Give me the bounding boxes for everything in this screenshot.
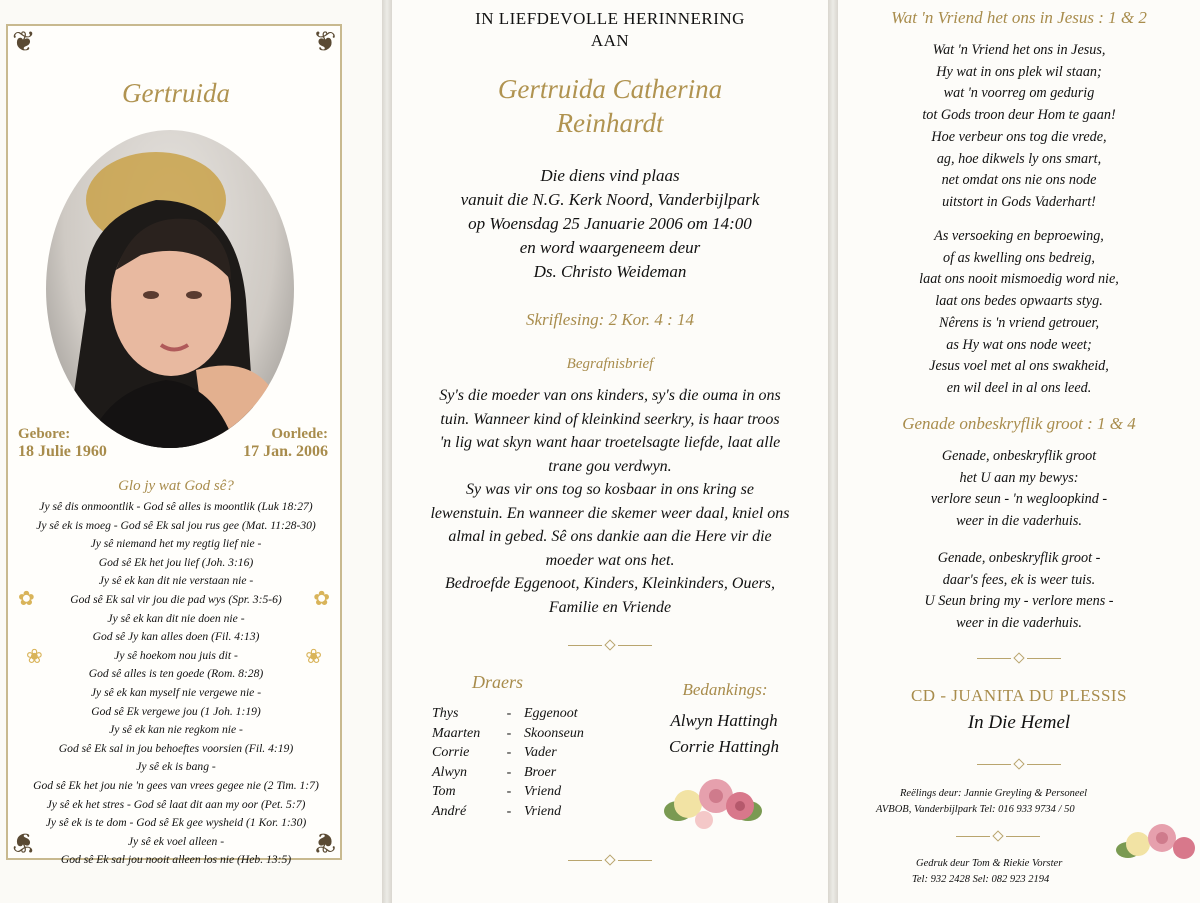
right-panel [838, 0, 1200, 903]
fold-crease [828, 0, 838, 903]
hymn2-verse1 [838, 446, 1200, 533]
service-line: op Woensdag 25 Januarie 2006 om 14:00 [468, 214, 752, 233]
hymn1-title: Wat 'n Vriend het ons in Jesus : 1 & 2 [891, 8, 1147, 27]
corner-ornament-icon: ❦ [12, 25, 36, 58]
verse-line: Jy sê dis onmoontlik - God sê alles is moontlik (Luk 18:27) [39, 500, 313, 513]
pallbearer-dash: - [506, 725, 512, 741]
verse-line: God sê Ek vergewe jou (1 Joh. 1:19) [91, 704, 261, 718]
service-line: Ds. Christo Weideman [533, 262, 687, 281]
first-name-title: Gertruida [122, 78, 230, 108]
thanks-name: Alwyn Hattingh [670, 711, 778, 730]
hymn-line: weer in die vaderhuis. [956, 615, 1082, 632]
pallbearers-list [432, 704, 584, 821]
name-line: Gertruida Catherina [497, 74, 723, 104]
corner-ornament-icon: ❦ [312, 25, 336, 58]
pallbearer-dash: - [506, 803, 512, 819]
letter-line: Bedroefde Eggenoot, Kinders, Kleinkinders, Ouers, [444, 575, 776, 592]
hymn-line: Wat 'n Vriend het ons in Jesus, [932, 42, 1106, 58]
hymn-line: laat ons nooit mismoedig word nie, [919, 271, 1119, 288]
pallbearer-name: Alwyn [432, 764, 467, 780]
hymn-line: ag, hoe dikwels ly ons smart, [936, 150, 1102, 167]
printer-line: Gedruk deur Tom & Riekie Vorster [916, 858, 1063, 869]
letter-line: trane gou verdwyn. [548, 457, 672, 475]
hymn-line: Genade, onbeskryflik groot - [937, 550, 1101, 566]
hymn-line: as Hy wat ons node weet; [946, 336, 1092, 353]
service-line: vanuit die N.G. Kerk Noord, Vanderbijlpark [460, 190, 760, 209]
printer-contact: Tel: 932 2428 Sel: 082 923 2194 [912, 874, 1050, 885]
hymn1-verse1 [838, 40, 1200, 214]
name-line: Reinhardt [556, 108, 664, 138]
hymn1-verse2 [838, 226, 1200, 400]
hymn-line: Genade, onbeskryflik groot [941, 448, 1097, 464]
letter-line: Sy was vir ons tog so kosbaar in ons kring se [466, 481, 754, 498]
pallbearer-row [432, 724, 584, 744]
hymn-line: laat ons bedes opwaarts styg. [935, 293, 1103, 310]
corner-ornament-icon: ❦ [12, 826, 36, 859]
born-label: Gebore: [18, 426, 71, 442]
letter-title: Begrafnisbrief [566, 356, 654, 372]
funeral-letter [408, 384, 812, 619]
pallbearer-row [432, 802, 584, 822]
pallbearer-relation: Vriend [524, 803, 562, 819]
flower-icon: ✿ [18, 586, 35, 610]
pallbearer-relation: Skoonseun [524, 725, 584, 741]
middle-panel [392, 0, 828, 903]
died-label: Oorlede: [271, 426, 328, 442]
pallbearer-dash: - [506, 764, 512, 780]
divider-ornament-icon [969, 654, 1069, 662]
pallbearer-relation: Vriend [524, 784, 562, 799]
letter-line: tuin. Wanneer kind of kleinkind seerkry, is haar troos [440, 410, 780, 428]
death-block [243, 426, 328, 461]
verse-line: Jy sê ek voel alleen - [127, 834, 225, 848]
hymn-line: of as kwelling ons bedreig, [943, 249, 1095, 266]
hymn-line: en wil deel in al ons leed. [946, 379, 1092, 396]
pallbearer-row [432, 782, 584, 802]
verse-line: Jy sê ek is moeg - God sê Ek sal jou rus gee (Mat. 11:28-30) [36, 518, 316, 532]
verse-line: Jy sê ek kan nie regkom nie - [109, 723, 243, 737]
fold-crease [382, 0, 392, 903]
pallbearer-row [432, 743, 584, 763]
heading-line: IN LIEFDEVOLLE HERINNERING [475, 9, 745, 28]
flower-icon: ❀ [305, 644, 322, 668]
hymn-line: Jesus voel met al ons swakheid, [929, 358, 1109, 375]
pallbearer-row [432, 763, 584, 783]
hymn-line: U Seun bring my - verlore mens - [924, 593, 1114, 610]
verse-line: God sê Ek het jou nie 'n gees van vrees gegee nie (2 Tim. 1:7) [33, 778, 319, 792]
divider-ornament-icon [560, 641, 660, 649]
heading-line: AAN [590, 31, 630, 50]
verse-line: Jy sê ek kan dit nie doen nie - [107, 611, 245, 625]
hymn-line: uitstort in Gods Vaderhart! [942, 193, 1096, 210]
letter-line: Sy's die moeder van ons kinders, sy's die ouma in ons [439, 387, 781, 404]
corner-ornament-icon: ❦ [312, 826, 336, 859]
died-date: 17 Jan. 2006 [243, 443, 328, 460]
hymn-line: het U aan my bewys: [959, 469, 1079, 486]
verse-line: God sê alles is ten goede (Rom. 8:28) [88, 667, 264, 681]
cd-title: CD - JUANITA DU PLESSIS [910, 686, 1128, 705]
arrangements-contact: AVBOB, Vanderbijlpark Tel: 016 933 9734 / 50 [876, 804, 1075, 815]
thanks-list [644, 708, 804, 760]
verse-line: God sê Ek sal vir jou die pad wys (Spr. 3:5-6) [70, 592, 282, 606]
memorial-heading [392, 8, 828, 52]
letter-line: almal in gebed. Sê ons dankie aan die Here vir die [448, 528, 772, 545]
verse-line: Jy sê ek kan myself nie vergewe nie - [90, 685, 262, 699]
pallbearer-dash: - [506, 745, 512, 760]
portrait-photo [46, 130, 294, 448]
hymn2-title: Genade onbeskryflik groot : 1 & 4 [902, 414, 1136, 433]
full-name [392, 72, 828, 140]
pallbearer-dash: - [506, 784, 512, 799]
hymn-line: wat 'n voorreg om gedurig [943, 85, 1095, 102]
verse-line: God sê Ek sal in jou behoeftes voorsien (Fil. 4:19) [58, 741, 294, 755]
arrangements-line: Reëlings deur: Jannie Greyling & Personeel [900, 788, 1088, 799]
service-details [392, 164, 828, 284]
verse-line: God sê Ek sal jou nooit alleen los nie (Heb. 13:5) [60, 853, 292, 867]
portrait-photo-illustration [46, 130, 294, 448]
pallbearer-relation: Eggenoot [524, 706, 578, 721]
divider-ornament-icon [969, 760, 1069, 768]
letter-line: lewenstuin. En wanneer die skemer weer daal, kniel ons [430, 504, 790, 522]
rose-corner-icon [1108, 814, 1198, 870]
divider-ornament-icon [560, 856, 660, 864]
pallbearer-dash: - [506, 706, 512, 721]
verse-line: God sê Jy kan alles doen (Fil. 4:13) [92, 630, 260, 644]
pallbearer-row [432, 704, 584, 724]
born-date: 18 Julie 1960 [18, 443, 107, 460]
hymn-line: As versoeking en beproewing, [934, 228, 1104, 244]
pallbearer-name: Thys [432, 706, 459, 721]
hymn2-verse2 [838, 548, 1200, 635]
letter-line: 'n lig wat skyn want haar troetelsagte liefde, laat alle [439, 434, 781, 451]
service-line: Die diens vind plaas [540, 166, 680, 185]
thanks-name: Corrie Hattingh [668, 737, 780, 756]
hymn-line: weer in die vaderhuis. [956, 513, 1082, 530]
letter-line: moeder wat ons het. [545, 551, 675, 569]
hymn-line: daar's fees, ek is weer tuis. [942, 571, 1096, 588]
pallbearer-name: Maarten [432, 725, 481, 741]
birth-block [18, 426, 107, 461]
ornamental-frame [6, 24, 342, 867]
pallbearer-relation: Vader [524, 745, 557, 760]
rose-bouquet-icon [648, 766, 778, 836]
pallbearers-title: Draers [472, 672, 524, 692]
verse-line: Jy sê ek is bang - [136, 760, 216, 774]
pallbearer-name: André [432, 803, 467, 819]
thanks-title: Bedankings: [682, 680, 768, 699]
pallbearer-name: Tom [432, 784, 456, 799]
verse-line: Jy sê ek is te dom - God sê Ek gee wysheid (1 Kor. 1:30) [45, 816, 307, 830]
hymn-line: Nêrens is 'n vriend getrouer, [939, 314, 1099, 331]
pallbearer-relation: Broer [524, 764, 557, 780]
cd-song: In Die Hemel [967, 712, 1071, 733]
left-panel [0, 0, 382, 903]
pallbearer-name: Corrie [432, 745, 470, 760]
verse-line: Jy sê niemand het my regtig lief nie - [90, 537, 262, 551]
hymn-line: Hoe verbeur ons tog die vrede, [931, 128, 1107, 145]
flower-icon: ❀ [26, 644, 43, 668]
service-line: en word waargeneem deur [519, 238, 701, 257]
hymn-line: net omdat ons nie ons node [941, 172, 1097, 189]
verse-title: Glo jy wat God sê? [118, 478, 234, 494]
flower-icon: ✿ [313, 586, 330, 610]
scripture-reading: Skriflesing: 2 Kor. 4 : 14 [525, 310, 695, 329]
letter-line: Familie en Vriende [548, 598, 672, 616]
hymn-line: tot Gods troon deur Hom te gaan! [922, 107, 1116, 124]
hymn-line: Hy wat in ons plek wil staan; [936, 63, 1102, 80]
verse-line: Jy sê ek het stres - God sê laat dit aan my oor (Pet. 5:7) [46, 797, 306, 811]
verse-line: Jy sê ek kan dit nie verstaan nie - [98, 574, 254, 588]
verse-line: God sê Ek het jou lief (Joh. 3:16) [98, 555, 254, 569]
verse-list [8, 498, 344, 870]
hymn-line: verlore seun - 'n wegloopkind - [930, 491, 1108, 508]
divider-ornament-icon [948, 832, 1048, 840]
verse-line: Jy sê hoekom nou juis dit - [114, 648, 238, 662]
